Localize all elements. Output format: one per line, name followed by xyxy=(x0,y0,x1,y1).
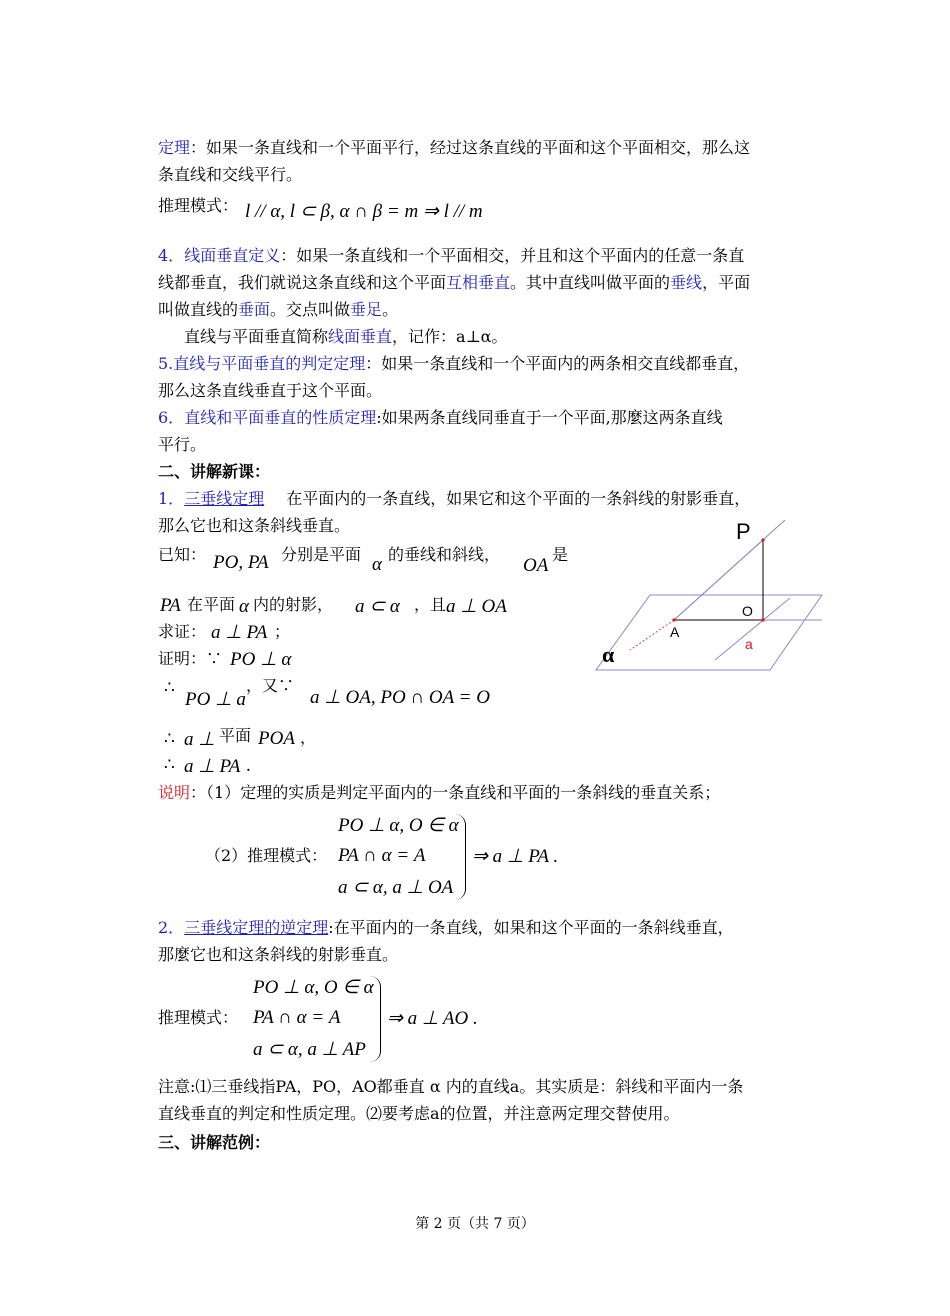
note-line-1: 说明：（1）定理的实质是判定平面内的一条直线和平面的一条斜线的垂直关系； xyxy=(158,783,721,802)
label-alpha: α xyxy=(602,642,615,667)
inference-1-formula: l // α, l ⊂ β, α ∩ β = m ⇒ l // m xyxy=(245,201,483,222)
three-perp-line-1: 1．三垂线定理 在平面内的一条直线，如果它和这个平面的一条斜线的射影垂直， xyxy=(158,489,751,508)
note-brace xyxy=(455,814,466,900)
note-inference-label: （2）推理模式： xyxy=(205,846,328,865)
thm6-title: 直线和平面垂直的性质定理 xyxy=(184,408,377,427)
three-perpendiculars-figure xyxy=(590,520,830,680)
theorem-line-1: 定理：如果一条直线和一个平面平行，经过这条直线的平面和这个平面相交，那么这 xyxy=(158,138,751,157)
label-a-line: a xyxy=(745,636,753,652)
converse-result: ⇒ a ⊥ AO . xyxy=(387,1008,478,1029)
proof-label: 证明：∵ xyxy=(158,649,223,668)
label-a-point: A xyxy=(670,624,680,640)
thm5-title: 直线与平面垂直的判定定理 xyxy=(173,354,366,373)
converse-inference-label: 推理模式： xyxy=(158,1008,239,1027)
label-p: P xyxy=(736,520,751,544)
three-perp-line-2: 那么它也和这条斜线垂直。 xyxy=(158,516,351,535)
point-p xyxy=(761,538,764,541)
section-2-heading: 二、讲解新课： xyxy=(158,462,271,481)
theorem-label: 定理 xyxy=(158,138,191,157)
def4-line-3: 叫做直线的垂面。交点叫做垂足。 xyxy=(158,300,399,319)
theorem-line-2: 条直线和交线平行。 xyxy=(158,165,303,184)
note-label: 说明 xyxy=(158,783,191,802)
thm6-line-1: 6．直线和平面垂直的性质定理:如果两条直线同垂直于一个平面,那麼这两条直线 xyxy=(158,408,723,427)
note-result: ⇒ a ⊥ PA . xyxy=(472,846,559,867)
line-pa-below xyxy=(630,620,674,650)
point-a xyxy=(672,618,675,621)
attention-line-1: 注意:⑴三垂线指PA，PO，AO都垂直 α 内的直线a。其实质是：斜线和平面内一条 xyxy=(158,1077,744,1096)
prove-label: 求证： xyxy=(158,622,207,641)
attention-line-2: 直线垂直的判定和性质定理。⑵要考虑a的位置，并注意两定理交替使用。 xyxy=(158,1104,680,1123)
point-o xyxy=(761,618,764,621)
given-po-pa: PO, PA xyxy=(213,552,269,573)
converse-title: 三垂线定理的逆定理 xyxy=(184,918,329,937)
label-o: O xyxy=(742,603,753,619)
thm5-line-2: 那么这条直线垂直于这个平面。 xyxy=(158,381,383,400)
def4-line-4: 直线与平面垂直简称线面垂直，记作：a⊥α。 xyxy=(184,327,508,346)
def4-line-1: 4．线面垂直定义：如果一条直线和一个平面相交，并且和这个平面内的任意一条直 xyxy=(158,246,745,265)
plane-alpha xyxy=(596,595,822,670)
converse-line-2: 那麼它也和这条斜线的射影垂直。 xyxy=(158,945,399,964)
converse-line-1: 2．三垂线定理的逆定理:在平面内的一条直线，如果和这个平面的一条斜线垂直， xyxy=(158,918,734,937)
def4-line-2: 线都垂直，我们就说这条直线和这个平面互相垂直。其中直线叫做平面的垂线，平面 xyxy=(158,273,751,292)
thm5-line-1: 5.直线与平面垂直的判定定理：如果一条直线和一个平面内的两条相交直线都垂直， xyxy=(158,354,750,373)
line-pa-ext xyxy=(674,520,785,620)
thm6-line-2: 平行。 xyxy=(158,435,207,454)
given-label: 已知： xyxy=(158,545,207,564)
inference-1-label: 推理模式： xyxy=(158,196,239,215)
page-footer: 第 2 页（共 7 页） xyxy=(415,1216,535,1232)
converse-brace xyxy=(370,976,381,1062)
section-3-heading: 三、讲解范例： xyxy=(158,1133,271,1152)
three-perp-title: 三垂线定理 xyxy=(184,489,265,508)
def4-title: 线面垂直定义 xyxy=(184,246,281,265)
